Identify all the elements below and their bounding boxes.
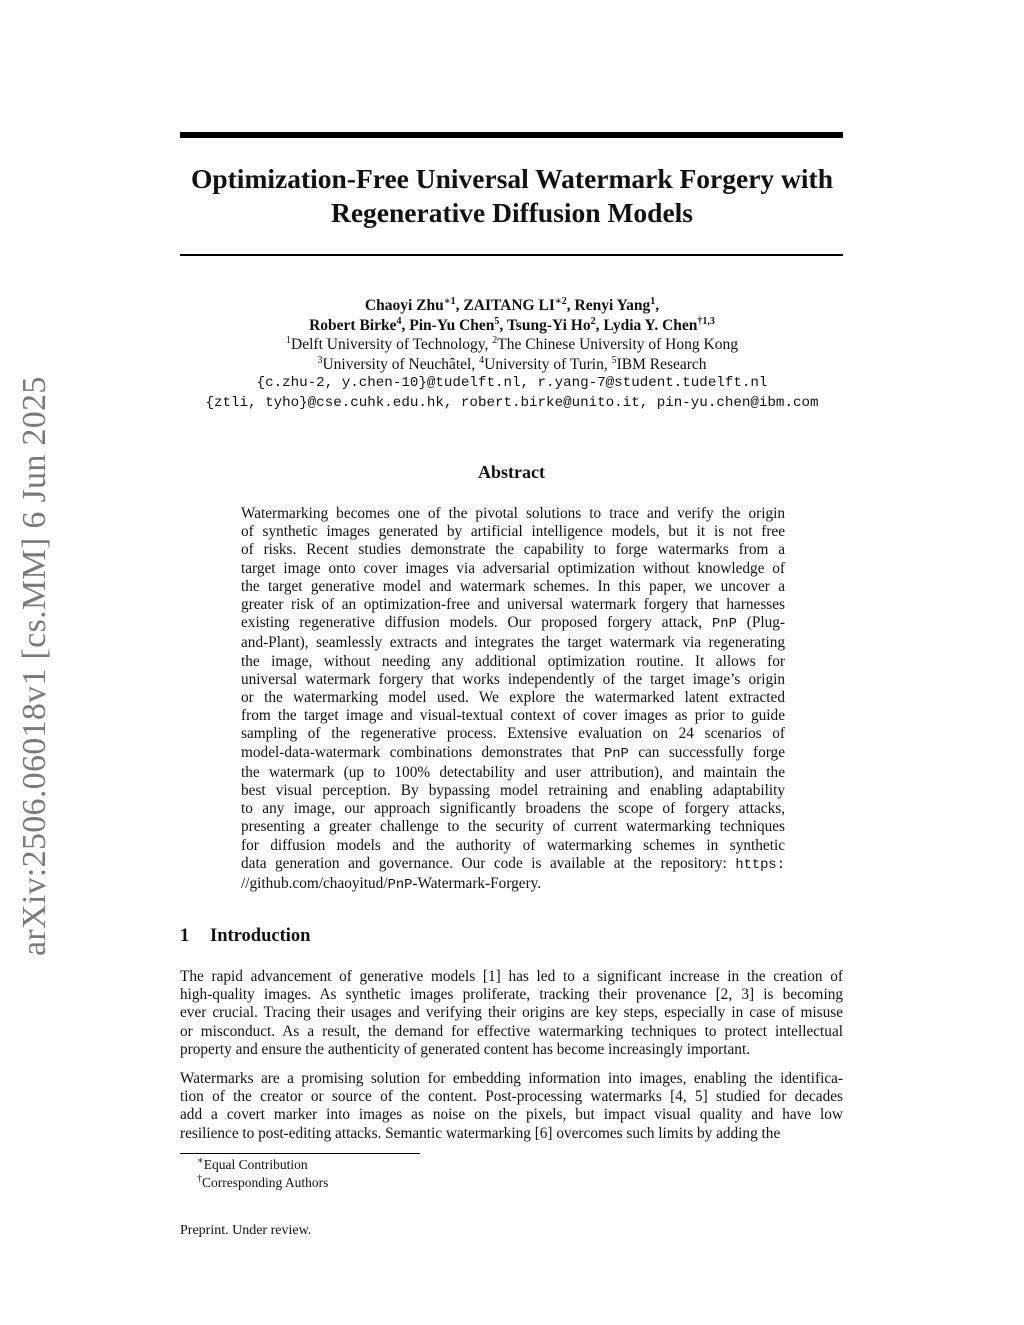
text-line: tion of the creator or source of the content. Post-processing watermarks [4, 5] studied for decades <box>180 1088 843 1106</box>
text-line: model-data-watermark combinations demonstrates that PnP can successfully forge <box>241 743 785 762</box>
affiliation-mark: 3 <box>317 354 323 366</box>
author-mark: ∗1 <box>443 295 456 307</box>
affiliation-line-2 <box>130 355 894 375</box>
footnotes <box>197 1156 328 1192</box>
separator: , <box>566 297 575 314</box>
text-line: Watermarks are a promising solution for embedding information into images, enabling the identifica- <box>180 1070 843 1088</box>
separator: , <box>401 316 410 334</box>
separator: , <box>455 297 464 314</box>
title-bottom-rule <box>180 254 843 256</box>
affiliation: University of Turin, <box>484 355 612 373</box>
preprint-note: Preprint. Under review. <box>180 1223 312 1238</box>
text-line: best visual perception. By bypassing model retraining and enabling adaptability <box>241 782 785 800</box>
affiliation-mark: 1 <box>286 334 292 346</box>
paper-title <box>150 162 874 230</box>
text-line: //github.com/chaoyitud/PnP-Watermark-Forgery. <box>241 875 542 894</box>
author-block <box>130 296 894 413</box>
section-number: 1 <box>180 926 190 946</box>
author-mark: †1,3 <box>697 315 715 327</box>
footnote-text: Corresponding Authors <box>202 1175 329 1190</box>
author-name: Renyi Yang <box>574 297 651 314</box>
section-heading <box>180 926 310 947</box>
text-line: universal watermark forgery that works independently of the target image’s origin <box>241 670 785 688</box>
affiliation: The Chinese University of Hong Kong <box>497 336 738 353</box>
author-name: Tsung-Yi Ho <box>506 316 591 334</box>
text-line: of risks. Recent studies demonstrate the capability to forge watermarks from a <box>241 541 785 559</box>
text-line: of synthetic images generated by artificial intelligence models, but it is not free <box>241 523 785 541</box>
author-name: Pin-Yu Chen <box>409 316 495 334</box>
author-line-1 <box>130 296 894 316</box>
footnote-mark: ∗ <box>197 1155 204 1167</box>
affiliation-mark: 2 <box>492 334 498 346</box>
abstract-body <box>241 505 785 895</box>
paragraph <box>180 1070 843 1143</box>
separator: , <box>655 297 660 314</box>
affiliation-line-1 <box>130 335 894 355</box>
author-line-2 <box>130 316 894 336</box>
abstract-heading: Abstract <box>478 462 545 482</box>
email-line-1: {c.zhu-2, y.chen-10}@tudelft.nl, r.yang-7@student.tudelft.nl <box>256 375 768 391</box>
text-line: The rapid advancement of generative models [1] has led to a significant increase in the creation of <box>180 968 843 985</box>
separator: , <box>595 316 604 334</box>
text-line: property and ensure the authenticity of generated content has become increasingly important. <box>180 1040 751 1058</box>
title-line-1: Optimization-Free Universal Watermark Forgery with <box>190 163 834 194</box>
text-line: or the watermarking model used. We explore the watermarked latent extracted <box>241 689 785 707</box>
footnote-mark: † <box>197 1173 202 1185</box>
author-name: Chaoyi Zhu <box>364 297 444 314</box>
text-line: the target generative model and watermark schemes. In this paper, we uncover a <box>241 577 785 595</box>
text-line: data generation and governance. Our code is available at the repository: https: <box>241 854 785 873</box>
footnote <box>197 1156 328 1174</box>
affiliation-mark: 4 <box>479 354 485 366</box>
footnote-text: Equal Contribution <box>203 1157 308 1172</box>
text-line: the watermark (up to 100% detectability and user attribution), and maintain the <box>241 763 785 781</box>
footnote <box>197 1174 328 1192</box>
text-line: to any image, our approach significantly broadens the scope of forgery attacks, <box>241 800 785 818</box>
title-line-2: Regenerative Diffusion Models <box>330 197 694 228</box>
affiliation: University of Neuchâtel, <box>322 355 480 373</box>
text-line: target image onto cover images via adversarial optimization without knowledge of <box>241 559 785 577</box>
arxiv-stamp: arXiv:2506.06018v1 [cs.MM] 6 Jun 2025 <box>16 376 53 956</box>
text-line: existing regenerative diffusion models. Our proposed forgery attack, PnP (Plug- <box>241 614 785 633</box>
text-line: high-quality images. As synthetic images proliferate, tracking their provenance [2, 3] is becoming <box>180 986 843 1004</box>
footnote-rule <box>180 1153 420 1154</box>
email-line-2: {ztli, tyho}@cse.cuhk.edu.hk, robert.birke@unito.it, pin-yu.chen@ibm.com <box>205 394 819 411</box>
text-line: or misconduct. As a result, the demand for effective watermarking techniques to protect intellectual <box>180 1022 843 1040</box>
author-name: ZAITANG LI <box>463 297 555 314</box>
author-mark: 5 <box>494 315 500 327</box>
separator: , <box>499 316 507 334</box>
text-line: add a covert marker into images as noise on the pixels, but impact visual quality and have low <box>180 1106 843 1124</box>
text-line: ever crucial. Tracing their usages and verifying their origins are key steps, especially in case of misuse <box>180 1004 843 1022</box>
title-top-rule <box>180 132 843 138</box>
author-mark: 4 <box>396 315 402 327</box>
author-name: Robert Birke <box>309 316 397 334</box>
author-mark: ∗2 <box>554 295 567 307</box>
text-line: for diffusion models and the authority of watermarking schemes in synthetic <box>241 836 785 854</box>
introduction-body <box>180 968 843 1154</box>
author-mark: 2 <box>590 315 596 327</box>
affiliation: IBM Research <box>616 355 707 373</box>
section-title: Introduction <box>210 926 311 946</box>
text-line: and-Plant), seamlessly extracts and integrates the target watermark via regenerating <box>241 634 785 652</box>
text-line: resilience to post-editing attacks. Semantic watermarking [6] overcomes such limits by adding the <box>180 1124 781 1142</box>
text-line: greater risk of an optimization-free and universal watermark forgery that harnesses <box>241 596 785 614</box>
text-line: sampling of the regenerative process. Extensive evaluation on 24 scenarios of <box>241 725 785 743</box>
text-line: the image, without needing any additional optimization routine. It allows for <box>241 652 785 670</box>
text-line: Watermarking becomes one of the pivotal solutions to trace and verify the origin <box>241 505 785 522</box>
affiliation: Delft University of Technology, <box>291 336 493 353</box>
affiliation-mark: 5 <box>611 354 617 366</box>
paragraph <box>180 968 843 1059</box>
author-mark: 1 <box>650 295 656 307</box>
author-name: Lydia Y. Chen <box>603 316 698 334</box>
text-line: presenting a greater challenge to the security of current watermarking techniques <box>241 818 785 836</box>
text-line: from the target image and visual-textual context of cover images as prior to guide <box>241 707 785 725</box>
